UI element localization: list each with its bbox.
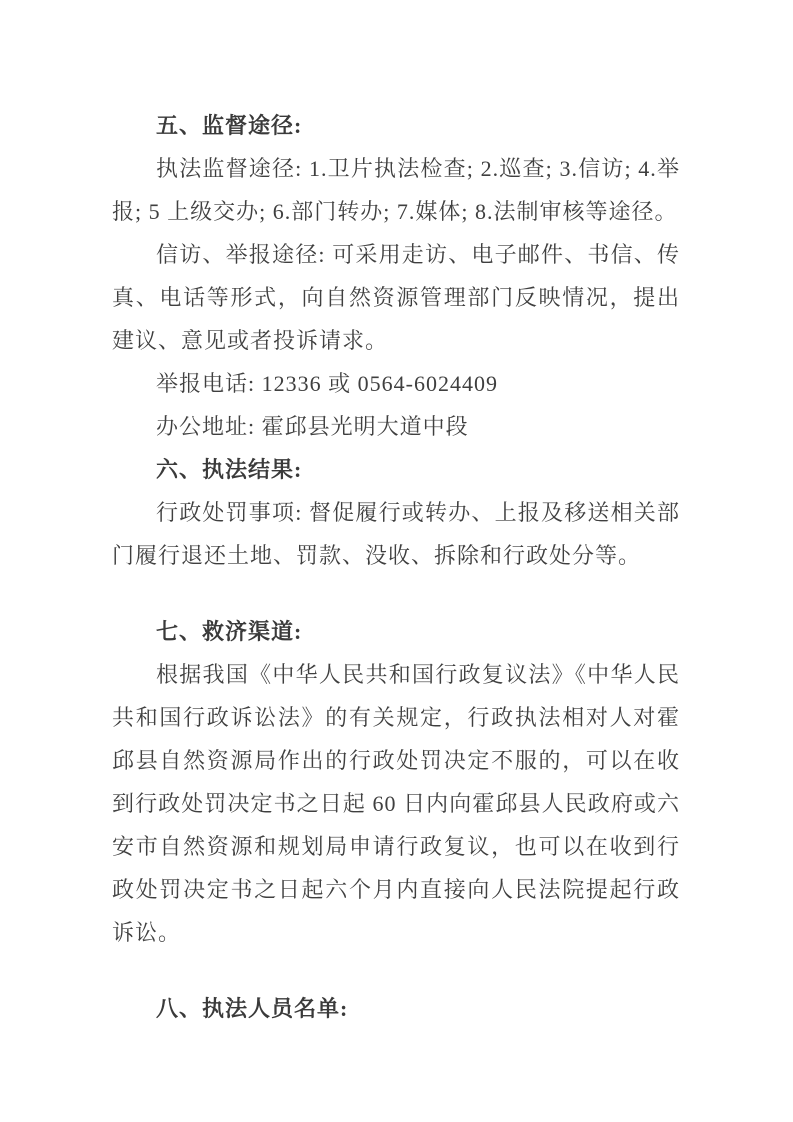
office-address-line: 办公地址: 霍邱县光明大道中段 (156, 414, 469, 439)
section-heading-enforcement-personnel: 八、执法人员名单: (156, 996, 349, 1021)
section-heading-relief-channels: 七、救济渠道: (156, 619, 303, 644)
paragraph-enforcement-supervision-channels: 执法监督途径: 1.卫片执法检查; 2.巡查; 3.信访; 4.举报; 5 上级交办; 6.部门转办; 7.媒体; 8.法制审核等途径。 (112, 156, 680, 224)
paragraph-relief-channels: 根据我国《中华人民共和国行政复议法》《中华人民共和国行政诉讼法》的有关规定，行政执法相对人对霍邱县自然资源局作出的行政处罚决定不服的，可以在收到行政处罚决定书之日起 60 日内向霍邱县人民政府或六安市自然资源和规划局申请行政复议，也可以在收到行政处罚决定书之日起六个月内直接向人民法院提起行政诉讼。 (112, 662, 680, 945)
section-enforcement-results (112, 448, 680, 577)
section-heading-enforcement-results: 六、执法结果: (156, 457, 303, 482)
report-phone-line: 举报电话: 12336 或 0564-6024409 (156, 371, 498, 396)
section-relief-channels (112, 610, 680, 954)
paragraph-petition-report-channels: 信访、举报途径: 可采用走访、电子邮件、书信、传真、电话等形式，向自然资源管理部门反映情况，提出建议、意见或者投诉请求。 (112, 242, 680, 353)
paragraph-administrative-penalty-matters: 行政处罚事项: 督促履行或转办、上报及移送相关部门履行退还土地、罚款、没收、拆除和行政处分等。 (112, 500, 680, 568)
section-heading-supervision-channels: 五、监督途径: (156, 113, 303, 138)
section-enforcement-personnel (112, 987, 680, 1030)
section-supervision-channels (112, 104, 680, 448)
